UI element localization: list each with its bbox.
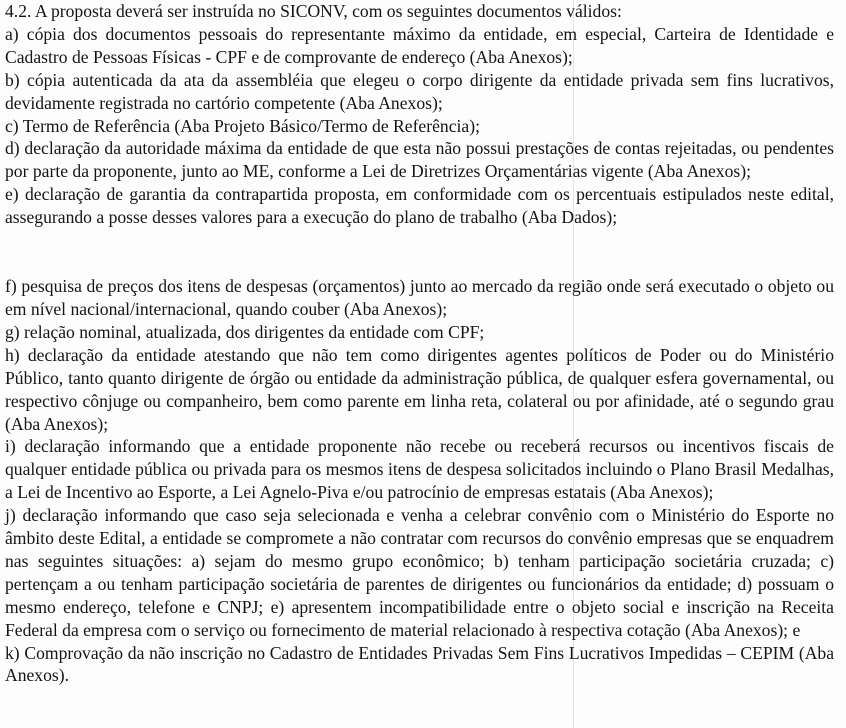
list-item-i: i) declaração informando que a entidade proponente não recebe ou receberá recursos ou incentivos fiscais de qualquer entidade pública ou privada para os mesmos itens de despesa solicitados incluindo o Plano Brasil Medalhas, a Lei de Incentivo ao Esporte, a Lei Agnelo-Piva e/ou patrocínio de empresas estatais (Aba Anexos);	[5, 436, 834, 503]
section-heading: 4.2. A proposta deverá ser instruída no SICONV, com os seguintes documentos válidos:	[5, 1, 622, 21]
list-item-d: d) declaração da autoridade máxima da entidade de que esta não possui prestações de contas rejeitadas, ou pendentes por parte da proponente, junto ao ME, conforme a Lei de Diretrizes Orçamentárias vigente (Aba Anexos);	[5, 138, 834, 182]
list-item-a: a) cópia dos documentos pessoais do representante máximo da entidade, em especial, Carteira de Identidade e Cadastro de Pessoas Físicas - CPF e de comprovante de endereço (Aba Anexos);	[5, 23, 834, 67]
scan-fold-line	[573, 0, 574, 728]
list-item-k: k) Comprovação da não inscrição no Cadastro de Entidades Privadas Sem Fins Lucrativos Impedidas – CEPIM (Aba Anexos).	[5, 642, 834, 686]
list-item-g: g) relação nominal, atualizada, dos dirigentes da entidade com CPF;	[5, 321, 485, 342]
list-item-e: e) declaração de garantia da contrapartida proposta, em conformidade com os percentuais estipulados neste edital, assegurando a posse desses valores para a execução do plano de trabalho (Aba Dados);	[5, 184, 834, 228]
list-item-b: b) cópia autenticada da ata da assembléia que elegeu o corpo dirigente da entidade privada sem fins lucrativos, devidamente registrada no cartório competente (Aba Anexos);	[5, 69, 834, 113]
page-break-gap	[5, 229, 834, 275]
list-item-c: c) Termo de Referência (Aba Projeto Básico/Termo de Referência);	[5, 115, 480, 136]
list-item-f: f) pesquisa de preços dos itens de despesas (orçamentos) junto ao mercado da região onde será executado o objeto ou em nível nacional/internacional, quando couber (Aba Anexos);	[5, 276, 834, 319]
list-item-j: j) declaração informando que caso seja selecionada e venha a celebrar convênio com o Ministério do Esporte no âmbito deste Edital, a entidade se compromete a não contratar com recursos do convênio empresas que se enquadrem nas seguintes situações: a) sejam do mesmo grupo econômico; b) tenham participação societária cruzada; c) pertençam a ou tenham participação societária de parentes de dirigentes ou funcionários da entidade; d) possuam o mesmo endereço, telefone e CNPJ; e) apresentem incompatibilidade entre o objeto social e inscrição na Receita Federal da empresa com o serviço ou fornecimento de material relacionado à respectiva cotação (Aba Anexos); e	[5, 505, 834, 640]
list-item-h: h) declaração da entidade atestando que não tem como dirigentes agentes políticos de Poder ou do Ministério Público, tanto quanto dirigente de órgão ou entidade da administração pública, de qualquer esfera governamental, ou respectivo cônjuge ou companheiro, bem como parente em linha reta, colateral ou por afinidade, até o segundo grau (Aba Anexos);	[5, 344, 834, 434]
